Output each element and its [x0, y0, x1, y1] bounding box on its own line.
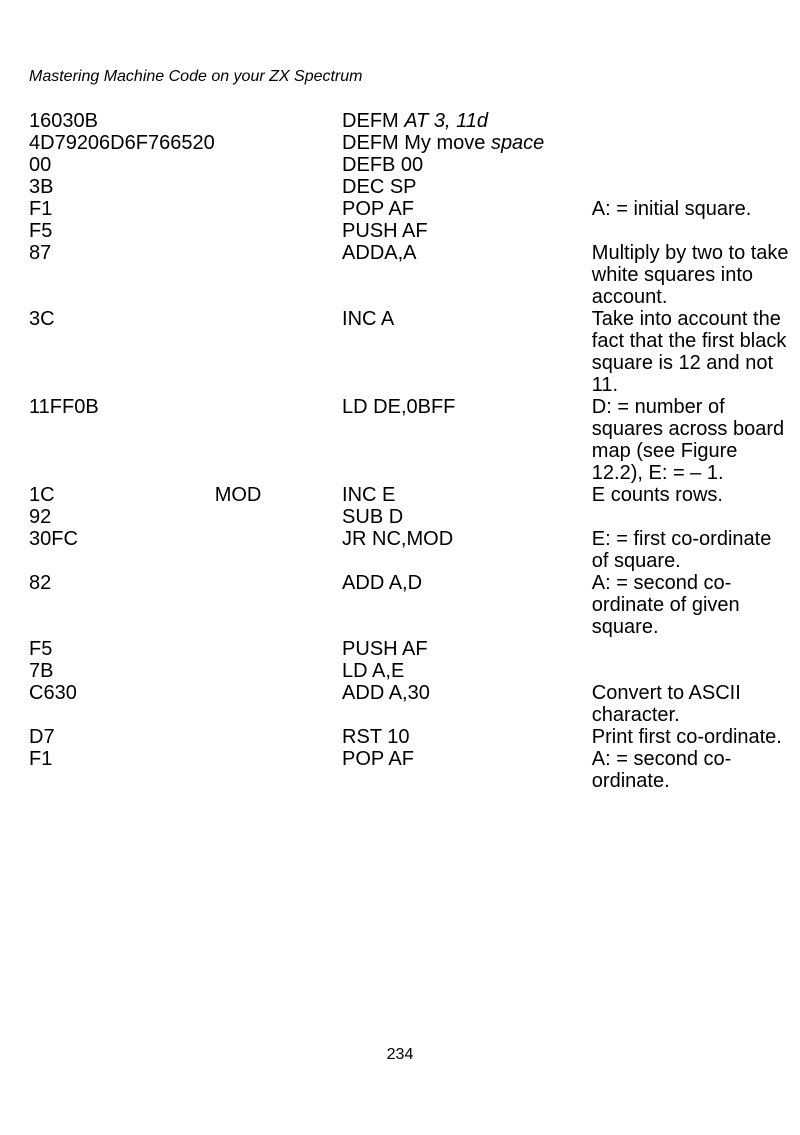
- label: [215, 726, 342, 748]
- hex-code: 7B: [29, 660, 54, 682]
- instruction: [342, 396, 592, 484]
- instruction-text: INC A: [342, 308, 395, 330]
- comment: [592, 506, 789, 528]
- instruction: [342, 638, 592, 660]
- code-row: [29, 726, 789, 748]
- label: [215, 308, 342, 396]
- instruction-italic: AT 3, 11d: [404, 110, 488, 132]
- instruction-text: JR NC,MOD: [342, 528, 454, 550]
- comment: Take into account the fact that the first black square is 12 and not 11.: [591, 308, 787, 396]
- instruction-text: DEFB 00: [342, 154, 424, 176]
- label: [215, 638, 342, 660]
- instruction-text: ADDA,A: [342, 242, 417, 264]
- hex-code: 4D79206D6F766520: [29, 132, 215, 154]
- hex-code: 87: [29, 242, 52, 264]
- label: [215, 132, 342, 154]
- instruction-text: LD DE,0BFF: [342, 396, 456, 418]
- code-listing: [29, 110, 789, 792]
- instruction-text: INC E: [342, 484, 396, 506]
- label: [215, 110, 342, 132]
- hex-code: 1C: [29, 484, 55, 506]
- instruction: [342, 176, 592, 198]
- hex-code: F5: [29, 220, 53, 242]
- label: [215, 176, 342, 198]
- instruction: [342, 220, 592, 242]
- hex-code: 92: [29, 506, 52, 528]
- hex-code: 16030B: [29, 110, 98, 132]
- instruction-text: ADD A,D: [342, 572, 423, 594]
- hex-code: 11FF0B: [29, 396, 99, 418]
- comment: [592, 638, 789, 660]
- instruction: [342, 726, 592, 748]
- instruction-text: DEC SP: [342, 176, 417, 198]
- instruction: [342, 572, 592, 638]
- instruction-text: PUSH AF: [342, 220, 428, 242]
- code-row: [29, 308, 789, 396]
- hex-code: F1: [29, 748, 53, 770]
- page-number: 234: [386, 1046, 414, 1063]
- hex-code: 3B: [29, 176, 54, 198]
- instruction: [342, 198, 592, 220]
- hex-code: 00: [29, 154, 52, 176]
- comment: [592, 154, 789, 176]
- code-row: [29, 484, 789, 506]
- hex-code: 3C: [29, 308, 55, 330]
- hex-code: F1: [29, 198, 53, 220]
- comment: [592, 110, 789, 132]
- code-row: [29, 528, 789, 572]
- label: [215, 528, 342, 572]
- comment: A: = second co-ordinate.: [591, 748, 732, 792]
- label: [215, 660, 342, 682]
- code-row: [29, 506, 789, 528]
- hex-code: C630: [29, 682, 77, 704]
- code-row: [29, 110, 789, 132]
- instruction: [342, 308, 592, 396]
- label: MOD: [214, 484, 262, 506]
- instruction: [342, 682, 592, 726]
- instruction-text: PUSH AF: [342, 638, 428, 660]
- instruction: [342, 748, 592, 792]
- code-row: [29, 682, 789, 726]
- label: [215, 748, 342, 792]
- label: [215, 396, 342, 484]
- comment: E: = first co-ordinate of square.: [591, 528, 772, 572]
- instruction-text: DEFM: [342, 110, 405, 132]
- instruction: [342, 528, 592, 572]
- comment: A: = second co-ordinate of given square.: [591, 572, 740, 638]
- instruction: [342, 660, 592, 682]
- instruction-text: ADD A,30: [342, 682, 430, 704]
- label: [215, 242, 342, 308]
- comment: E counts rows.: [591, 484, 723, 506]
- comment: A: = initial square.: [591, 198, 752, 220]
- label: [215, 682, 342, 726]
- code-row: [29, 748, 789, 792]
- instruction-italic: space: [490, 132, 545, 154]
- label: [215, 506, 342, 528]
- instruction: [342, 154, 592, 176]
- comment: Convert to ASCII character.: [591, 682, 741, 726]
- hex-code: 30FC: [29, 528, 78, 550]
- comment: Print first co-ordinate.: [591, 726, 782, 748]
- instruction: [342, 506, 592, 528]
- instruction: [342, 242, 592, 308]
- code-row: [29, 572, 789, 638]
- code-row: [29, 242, 789, 308]
- code-row: [29, 132, 789, 154]
- comment: D: = number of squares across board map (see Figure 12.2), E: = – 1.: [591, 396, 785, 484]
- instruction: [342, 132, 592, 154]
- label: [215, 220, 342, 242]
- comment: [592, 220, 789, 242]
- instruction: [342, 484, 592, 506]
- comment: [592, 176, 789, 198]
- hex-code: D7: [29, 726, 55, 748]
- instruction-text: POP AF: [342, 748, 414, 770]
- code-row: [29, 220, 789, 242]
- code-row: [29, 154, 789, 176]
- comment: Multiply by two to take white squares into account.: [591, 242, 789, 308]
- code-row: [29, 638, 789, 660]
- instruction-text: SUB D: [342, 506, 404, 528]
- code-row: [29, 198, 789, 220]
- code-row: [29, 396, 789, 484]
- code-row: [29, 660, 789, 682]
- label: [215, 154, 342, 176]
- hex-code: 82: [29, 572, 52, 594]
- comment: [592, 132, 789, 154]
- code-row: [29, 176, 789, 198]
- instruction-text: POP AF: [342, 198, 414, 220]
- hex-code: F5: [29, 638, 53, 660]
- instruction: [342, 110, 592, 132]
- instruction-text: RST 10: [342, 726, 410, 748]
- label: [215, 572, 342, 638]
- running-header: Mastering Machine Code on your ZX Spectrum: [29, 68, 363, 85]
- instruction-text: DEFM My move: [342, 132, 491, 154]
- label: [215, 198, 342, 220]
- instruction-text: LD A,E: [342, 660, 405, 682]
- comment: [592, 660, 789, 682]
